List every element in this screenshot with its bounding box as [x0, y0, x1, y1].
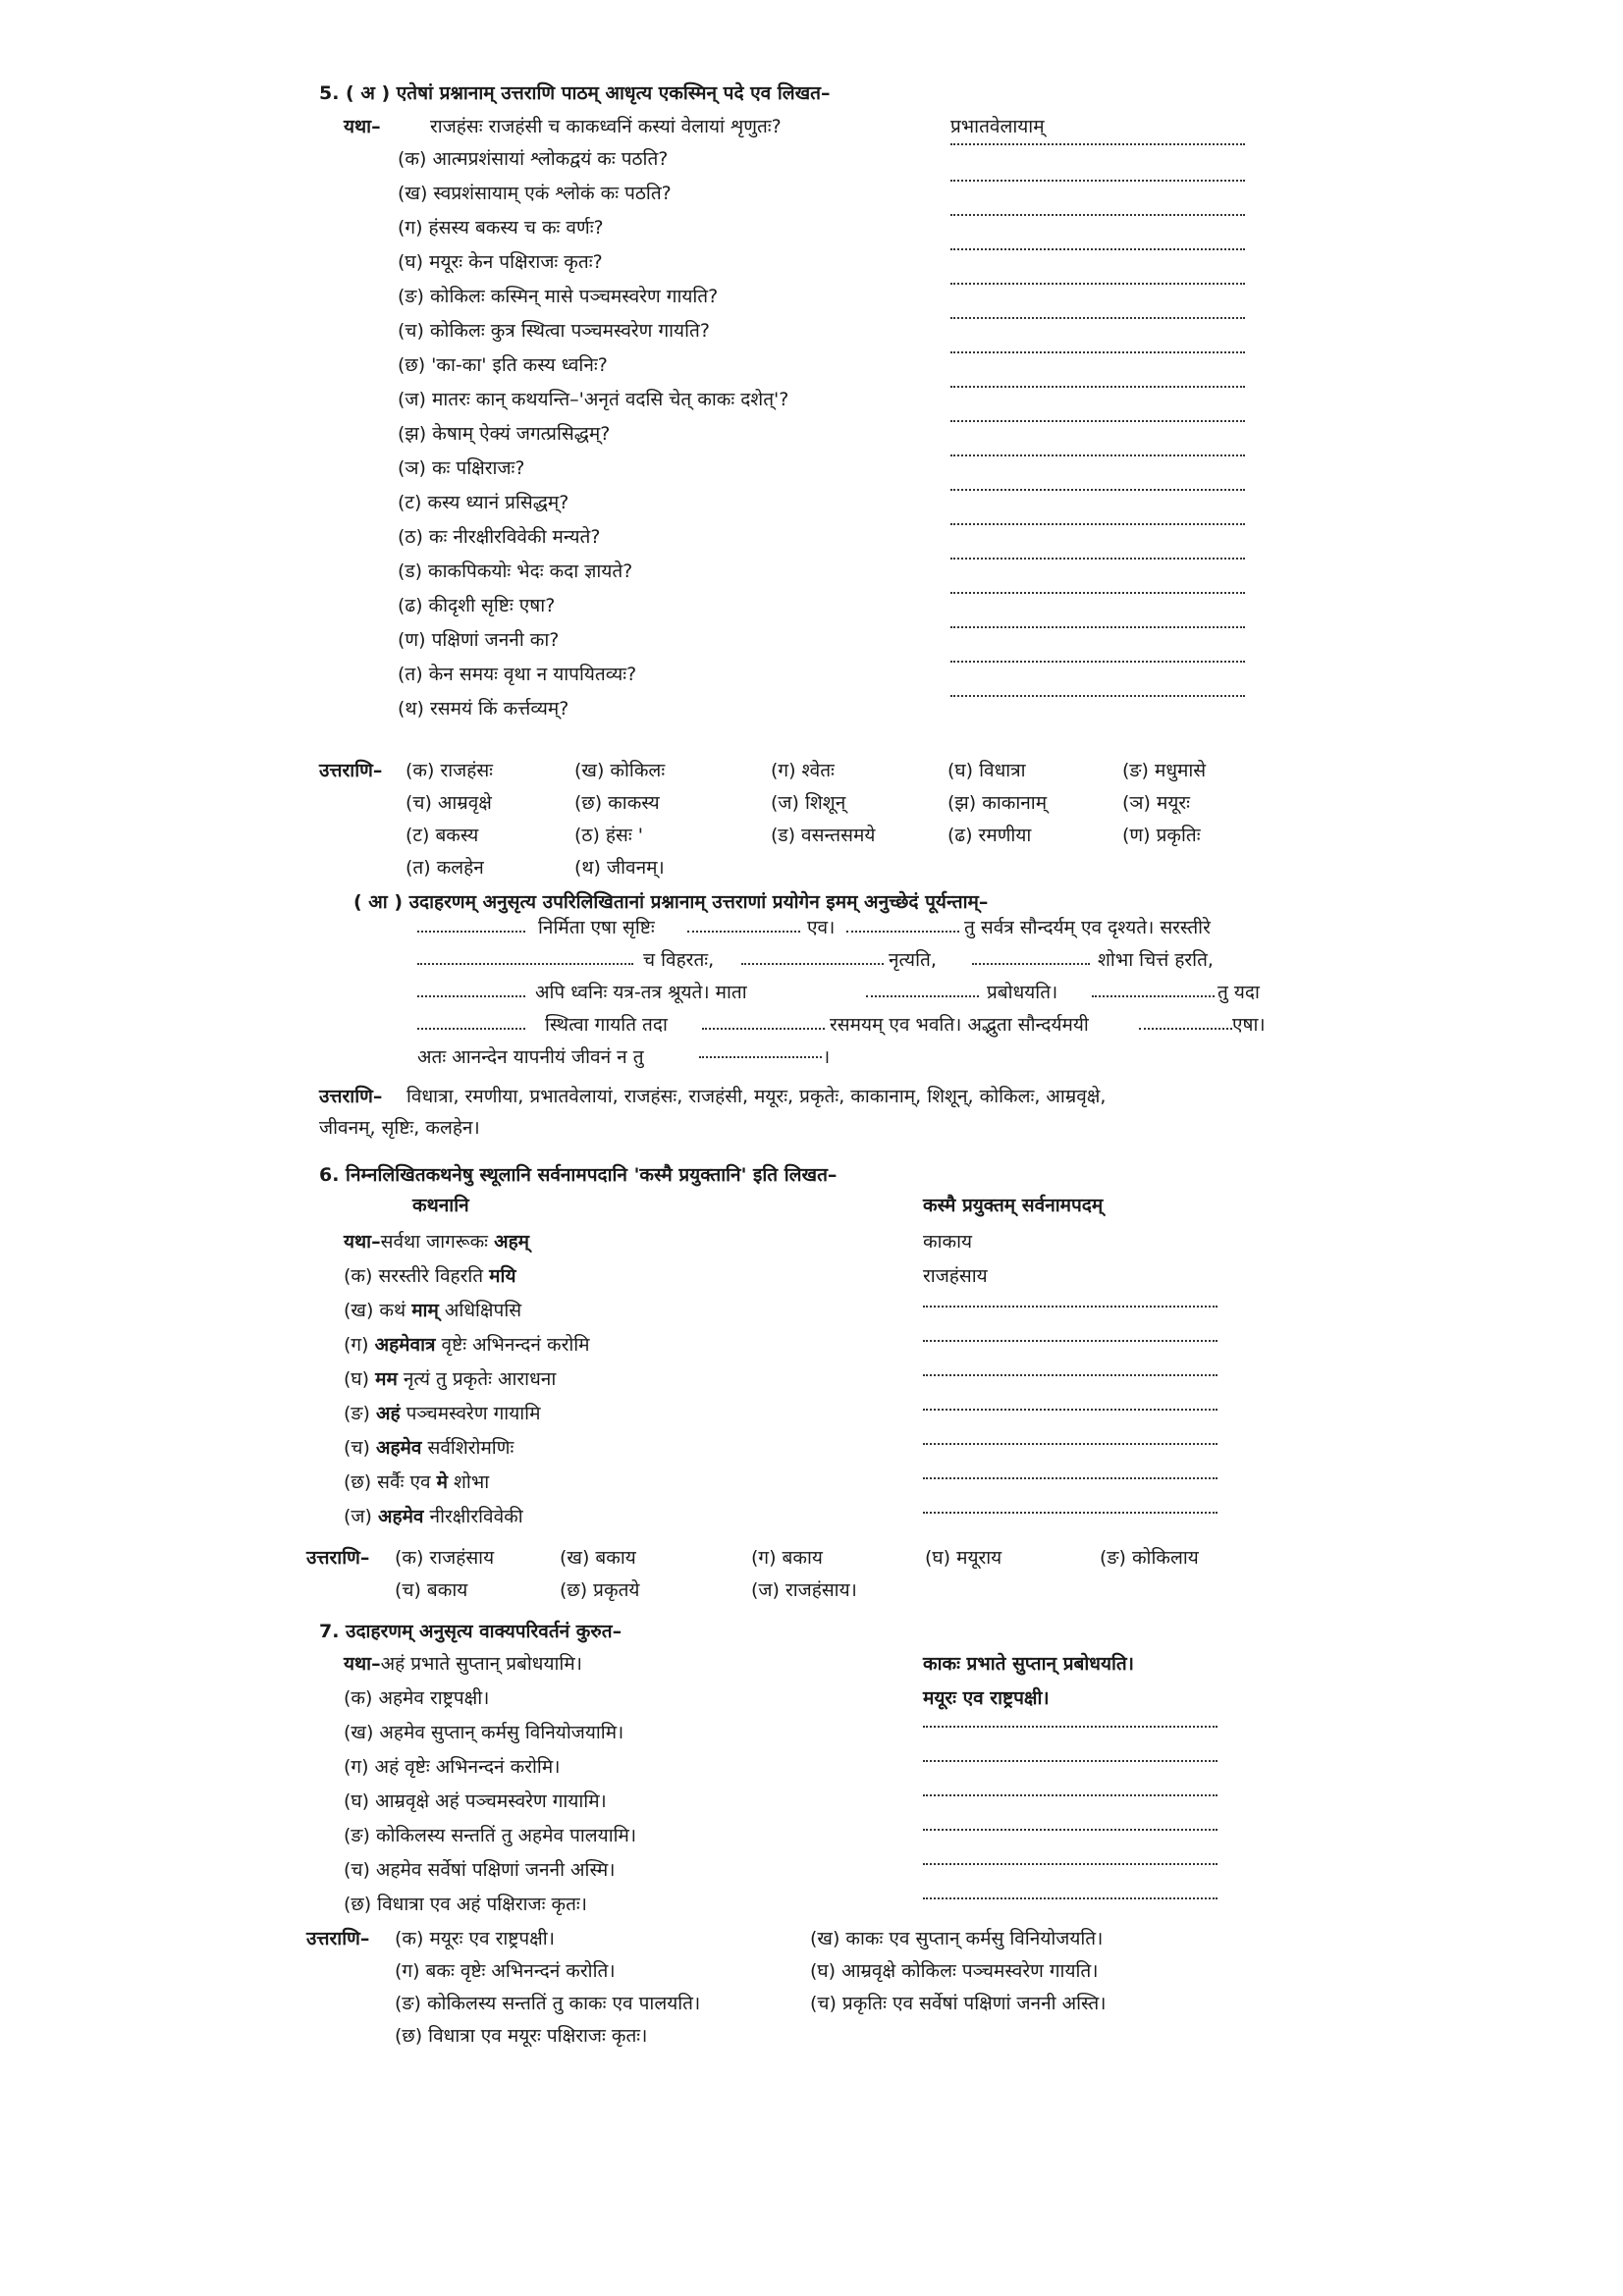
q7-example-answer: काकः प्रभाते सुप्तान् प्रबोधयति।: [923, 1653, 1134, 1675]
statement-text: (ङ): [344, 1403, 376, 1424]
q5-answer: (ट) बकस्य: [406, 825, 479, 846]
q7-sentence: (घ) आम्रवृक्षे अहं पञ्चमस्वरेण गायामि।: [344, 1790, 607, 1812]
q6-answer: (छ) प्रकृतये: [560, 1579, 640, 1601]
q5-question: (ज) मातरः कान् कथयन्ति–'अनृतं वदसि चेत् काकः दशेत्'?: [398, 389, 789, 410]
statement-text: (घ): [344, 1368, 376, 1390]
q5-answer: (ड) वसन्तसमये: [771, 825, 876, 846]
answer-blank: [950, 453, 1245, 456]
q5-question: (ग) हंसस्य बकस्य च कः वर्णः?: [398, 217, 604, 239]
para-text: तु सर्वत्र सौन्दर्यम् एव दृश्यते। सरस्तीरे: [964, 917, 1211, 938]
q7-example-label: यथा–: [344, 1653, 381, 1675]
pronoun: मे: [436, 1471, 448, 1493]
q7-answer-text: (छ) विधात्रा एव मयूरः पक्षिराजः कृतः।: [395, 2025, 648, 2047]
q5-b-heading: ( आ ) उदाहरणम् अनुसृत्य उपरिलिखितानां प्रश्नानाम् उत्तराणां प्रयोगेन इमम् अनुच्छेदं पूर्यन्ताम्–: [353, 891, 989, 913]
q6-example-text: सर्वथा जागरूकः: [380, 1231, 495, 1253]
q5-question: (ण) पक्षिणां जननी का?: [398, 629, 560, 651]
q5-answer: (क) राजहंसः: [406, 760, 494, 781]
q5-question: (क) आत्मप्रशंसायां श्लोकद्वयं कः पठति?: [398, 148, 669, 170]
q7-sentence: (ख) अहमेव सुप्तान् कर्मसु विनियोजयामि।: [344, 1722, 624, 1743]
q5-question: (ढ) कीदृशी सृष्टिः एषा?: [398, 595, 556, 616]
answer-blank: [950, 624, 1245, 628]
statement-text: सर्वशिरोमणिः: [421, 1437, 514, 1459]
answer-blank: [950, 141, 1245, 145]
q5-example-label: यथा–: [344, 116, 381, 137]
q7-sentence: (छ) विधात्रा एव अहं पक्षिराजः कृतः।: [344, 1894, 587, 1915]
q5-answer: (ण) प्रकृतिः: [1122, 825, 1201, 846]
answer-blank: [923, 1475, 1217, 1479]
pronoun: अहमेव: [375, 1437, 422, 1459]
q5-example-answer: प्रभातवेलायाम्: [950, 116, 1045, 137]
q5-question: (झ) केषाम् ऐक्यं जगत्प्रसिद्धम्?: [398, 423, 611, 445]
para-text: शोभा चित्तं हरति,: [1098, 949, 1214, 971]
q6-answer: (ङ) कोकिलाय: [1100, 1547, 1199, 1569]
statement-text: (ख) कथं: [344, 1300, 412, 1321]
q5-question: (थ) रसमयं किं कर्त्तव्यम्?: [398, 698, 569, 720]
q5-answer: (झ) काकानाम्: [947, 792, 1048, 814]
statement-text: नृत्यं तु प्रकृतेः आराधना: [397, 1368, 557, 1390]
q6-answer: राजहंसाय: [923, 1265, 988, 1287]
q6-answer: (क) राजहंसाय: [395, 1547, 495, 1569]
answer-blank: [950, 659, 1245, 663]
answer-blank: [950, 246, 1245, 250]
q6-statement: [344, 1433, 514, 1463]
fill-blank: [1139, 1026, 1232, 1030]
answer-blank: [950, 212, 1245, 216]
answer-blank: [950, 487, 1245, 491]
para-text: ।: [823, 1046, 831, 1068]
q6-answer: (घ) मयूराय: [925, 1547, 1002, 1569]
q7-answer-text: (ङ) कोकिलस्य सन्ततिं तु काकः एव पालयति।: [395, 1993, 701, 2014]
q5-question: (छ) 'का-का' इति कस्य ध्वनिः?: [398, 354, 608, 376]
q7-answer-text: (ख) काकः एव सुप्तान् कर्मसु विनियोजयति।: [810, 1928, 1104, 1949]
answer-blank: [950, 315, 1245, 319]
fill-blank: [972, 961, 1090, 965]
q7-sentence: (ङ) कोकिलस्य सन्ततिं तु अहमेव पालयामि।: [344, 1825, 637, 1846]
answer-blank: [950, 556, 1245, 560]
q6-answer: (ज) राजहंसाय।: [751, 1579, 857, 1601]
q5-answer: (ङ) मधुमासे: [1122, 760, 1207, 781]
para-text: एषा।: [1232, 1014, 1266, 1036]
answer-blank: [950, 178, 1245, 182]
fill-blank: [417, 993, 525, 997]
para-text: च विहरतः,: [643, 949, 715, 971]
q7-sentence: (क) अहमेव राष्ट्रपक्षी।: [344, 1687, 490, 1709]
q7-sentence: (ग) अहं वृष्टेः अभिनन्दनं करोमि।: [344, 1756, 561, 1778]
q6-statement: [344, 1296, 521, 1325]
q5-example-question: राजहंसः राजहंसी च काकध्वनिं कस्यां वेलायां शृणुतः?: [430, 116, 782, 137]
statement-text: शोभा: [447, 1471, 490, 1493]
answer-blank: [950, 384, 1245, 388]
q5-answer: (थ) जीवनम्।: [574, 857, 665, 879]
fill-blank: [741, 961, 884, 965]
q5-question: (घ) मयूरः केन पक्षिराजः कृतः?: [398, 251, 603, 273]
q5-question: (ञ) कः पक्षिराजः?: [398, 457, 525, 479]
fill-blank: [417, 961, 633, 965]
pronoun: मयि: [489, 1265, 516, 1287]
q5-question: (त) केन समयः वृथा न यापयितव्यः?: [398, 664, 637, 685]
q6-col2-header: कस्मै प्रयुक्तम् सर्वनामपदम्: [923, 1195, 1104, 1216]
q6-example-pronoun: अहम्: [494, 1231, 530, 1253]
q7-heading: 7. उदाहरणम् अनुसृत्य वाक्यपरिवर्तनं कुरुत–: [319, 1621, 622, 1642]
answer-blank: [923, 1792, 1217, 1796]
fill-blank: [866, 993, 979, 997]
q5-question: (ट) कस्य ध्यानं प्रसिद्धम्?: [398, 492, 569, 513]
q6-statement: [344, 1364, 556, 1394]
q6-statement: [344, 1468, 489, 1497]
q6-col1-header: कथनानि: [412, 1195, 469, 1216]
answer-blank: [923, 1758, 1217, 1762]
q6-statement: [344, 1399, 540, 1428]
pronoun: माम्: [411, 1300, 439, 1321]
statement-text: (छ) सर्वैः एव: [344, 1471, 437, 1493]
q7-answer-text: (च) प्रकृतिः एव सर्वेषां पक्षिणां जननी अस्ति।: [810, 1993, 1107, 2014]
pronoun: मम: [375, 1368, 398, 1390]
q5-answer: (ख) कोकिलः: [574, 760, 666, 781]
q7-answer-text: (घ) आम्रवृक्षे कोकिलः पञ्चमस्वरेण गायति।: [810, 1960, 1099, 1982]
q5-b-answers: विधात्रा, रमणीया, प्रभातवेलायां, राजहंसः, राजहंसी, मयूरः, प्रकृतेः, काकानाम्, शिशून्, कोकिलः, आम्रवृक्षे,: [406, 1086, 1107, 1107]
answer-blank: [923, 1372, 1217, 1376]
para-text: रसमयम् एव भवति। अद्भुता सौन्दर्यमयी: [830, 1014, 1089, 1036]
answer-blank: [950, 590, 1245, 594]
q5-answer: (च) आम्रवृक्षे: [406, 792, 492, 814]
q6-heading: 6. निम्नलिखितकथनेषु स्थूलानि सर्वनामपदानि 'कस्मै प्रयुक्तानि' इति लिखत–: [319, 1164, 838, 1186]
q7-answer-text: (ग) बकः वृष्टेः अभिनन्दनं करोति।: [395, 1960, 616, 1982]
answer-blank: [923, 1827, 1217, 1831]
answer-blank: [923, 1407, 1217, 1411]
q5-answer: (ढ) रमणीया: [947, 825, 1032, 846]
pronoun: अहं: [375, 1403, 401, 1424]
q5-b-answers-label: उत्तराणि–: [319, 1086, 383, 1107]
answer-blank: [923, 1338, 1217, 1342]
answer-blank: [923, 1304, 1217, 1308]
statement-text: अधिक्षिपसि: [438, 1300, 522, 1321]
q6-statement: [344, 1502, 523, 1531]
q5-question: (ड) काकपिकयोः भेदः कदा ज्ञायते?: [398, 561, 633, 582]
q5-question: (ठ) कः नीरक्षीरविवेकी मन्यते?: [398, 526, 601, 548]
para-text: स्थित्वा गायति तदा: [545, 1014, 668, 1036]
para-text: एव।: [807, 917, 836, 938]
answer-blank: [923, 1510, 1217, 1514]
q7-answer-text: (क) मयूरः एव राष्ट्रपक्षी।: [395, 1928, 555, 1949]
answer-blank: [950, 349, 1245, 353]
para-text: अपि ध्वनिः यत्र-तत्र श्रूयते। माता: [535, 982, 747, 1003]
q5-answer: (छ) काकस्य: [574, 792, 660, 814]
statement-text: वृष्टेः अभिनन्दनं करोमि: [435, 1334, 590, 1356]
q6-example-answer: काकाय: [923, 1231, 973, 1253]
fill-blank: [417, 1026, 525, 1030]
answer-blank: [950, 418, 1245, 422]
q6-example-label: यथा–: [344, 1231, 381, 1253]
q5-answer: (ञ) मयूरः: [1122, 792, 1190, 814]
q5-question: (ख) स्वप्रशंसायाम् एकं श्लोकं कः पठति?: [398, 183, 672, 204]
q5-answers-label: उत्तराणि–: [319, 760, 383, 781]
q7-sentence: (च) अहमेव सर्वेषां पक्षिणां जननी अस्मि।: [344, 1859, 616, 1881]
statement-text: (ज): [344, 1506, 378, 1527]
q5-answer: (ज) शिशून्: [771, 792, 846, 814]
q5-b-answers: जीवनम्, सृष्टिः, कलहेन।: [319, 1117, 480, 1139]
q5-question: (च) कोकिलः कुत्र स्थित्वा पञ्चमस्वरेण गायति?: [398, 320, 710, 342]
q5-answer: (त) कलहेन: [406, 857, 484, 879]
q6-statement: [344, 1330, 590, 1360]
q5-answer: (ठ) हंसः ': [574, 825, 643, 846]
answer-blank: [950, 521, 1245, 525]
fill-blank: [1092, 993, 1215, 997]
statement-text: (क) सरस्तीरे विहरति: [344, 1265, 490, 1287]
statement-text: (ग): [344, 1334, 375, 1356]
para-text: प्रबोधयति।: [987, 982, 1058, 1003]
q5-answer: (ग) श्वेतः: [771, 760, 835, 781]
pronoun: अहमेव: [377, 1506, 424, 1527]
fill-blank: [846, 929, 959, 933]
q5-question: (ङ) कोकिलः कस्मिन् मासे पञ्चमस्वरेण गायति?: [398, 286, 719, 307]
q7-answers-label: उत्तराणि–: [306, 1928, 370, 1949]
q6-answers-label: उत्तराणि–: [306, 1547, 370, 1569]
fill-blank: [699, 1054, 822, 1058]
q7-example-question: अहं प्रभाते सुप्तान् प्रबोधयामि।: [380, 1653, 582, 1675]
para-text: नृत्यति,: [889, 949, 937, 971]
answer-blank: [923, 1724, 1217, 1728]
para-text: अतः आनन्देन यापनीयं जीवनं न तु: [417, 1046, 644, 1068]
para-text: तु यदा: [1217, 982, 1260, 1003]
answer-blank: [950, 281, 1245, 285]
q6-answer: (ग) बकाय: [751, 1547, 823, 1569]
answer-blank: [923, 1896, 1217, 1899]
q5-answer: (घ) विधात्रा: [947, 760, 1026, 781]
fill-blank: [702, 1026, 825, 1030]
fill-blank: [687, 929, 800, 933]
q6-answer: (ख) बकाय: [560, 1547, 636, 1569]
answer-blank: [923, 1861, 1217, 1865]
statement-text: (च): [344, 1437, 376, 1459]
fill-blank: [417, 929, 525, 933]
para-text: निर्मिता एषा सृष्टिः: [538, 917, 655, 938]
pronoun: अहमेवात्र: [374, 1334, 436, 1356]
answer-blank: [950, 693, 1245, 697]
statement-text: पञ्चमस्वरेण गायामि: [400, 1403, 541, 1424]
statement-text: नीरक्षीरविवेकी: [423, 1506, 523, 1527]
q6-statement: [344, 1261, 515, 1291]
q7-answer: मयूरः एव राष्ट्रपक्षी।: [923, 1687, 1050, 1709]
answer-blank: [923, 1441, 1217, 1445]
q6-answer: (च) बकाय: [395, 1579, 468, 1601]
q5-a-heading: 5. ( अ ) एतेषां प्रश्नानाम् उत्तराणि पाठम् आधृत्य एकस्मिन् पदे एव लिखत–: [319, 82, 831, 104]
